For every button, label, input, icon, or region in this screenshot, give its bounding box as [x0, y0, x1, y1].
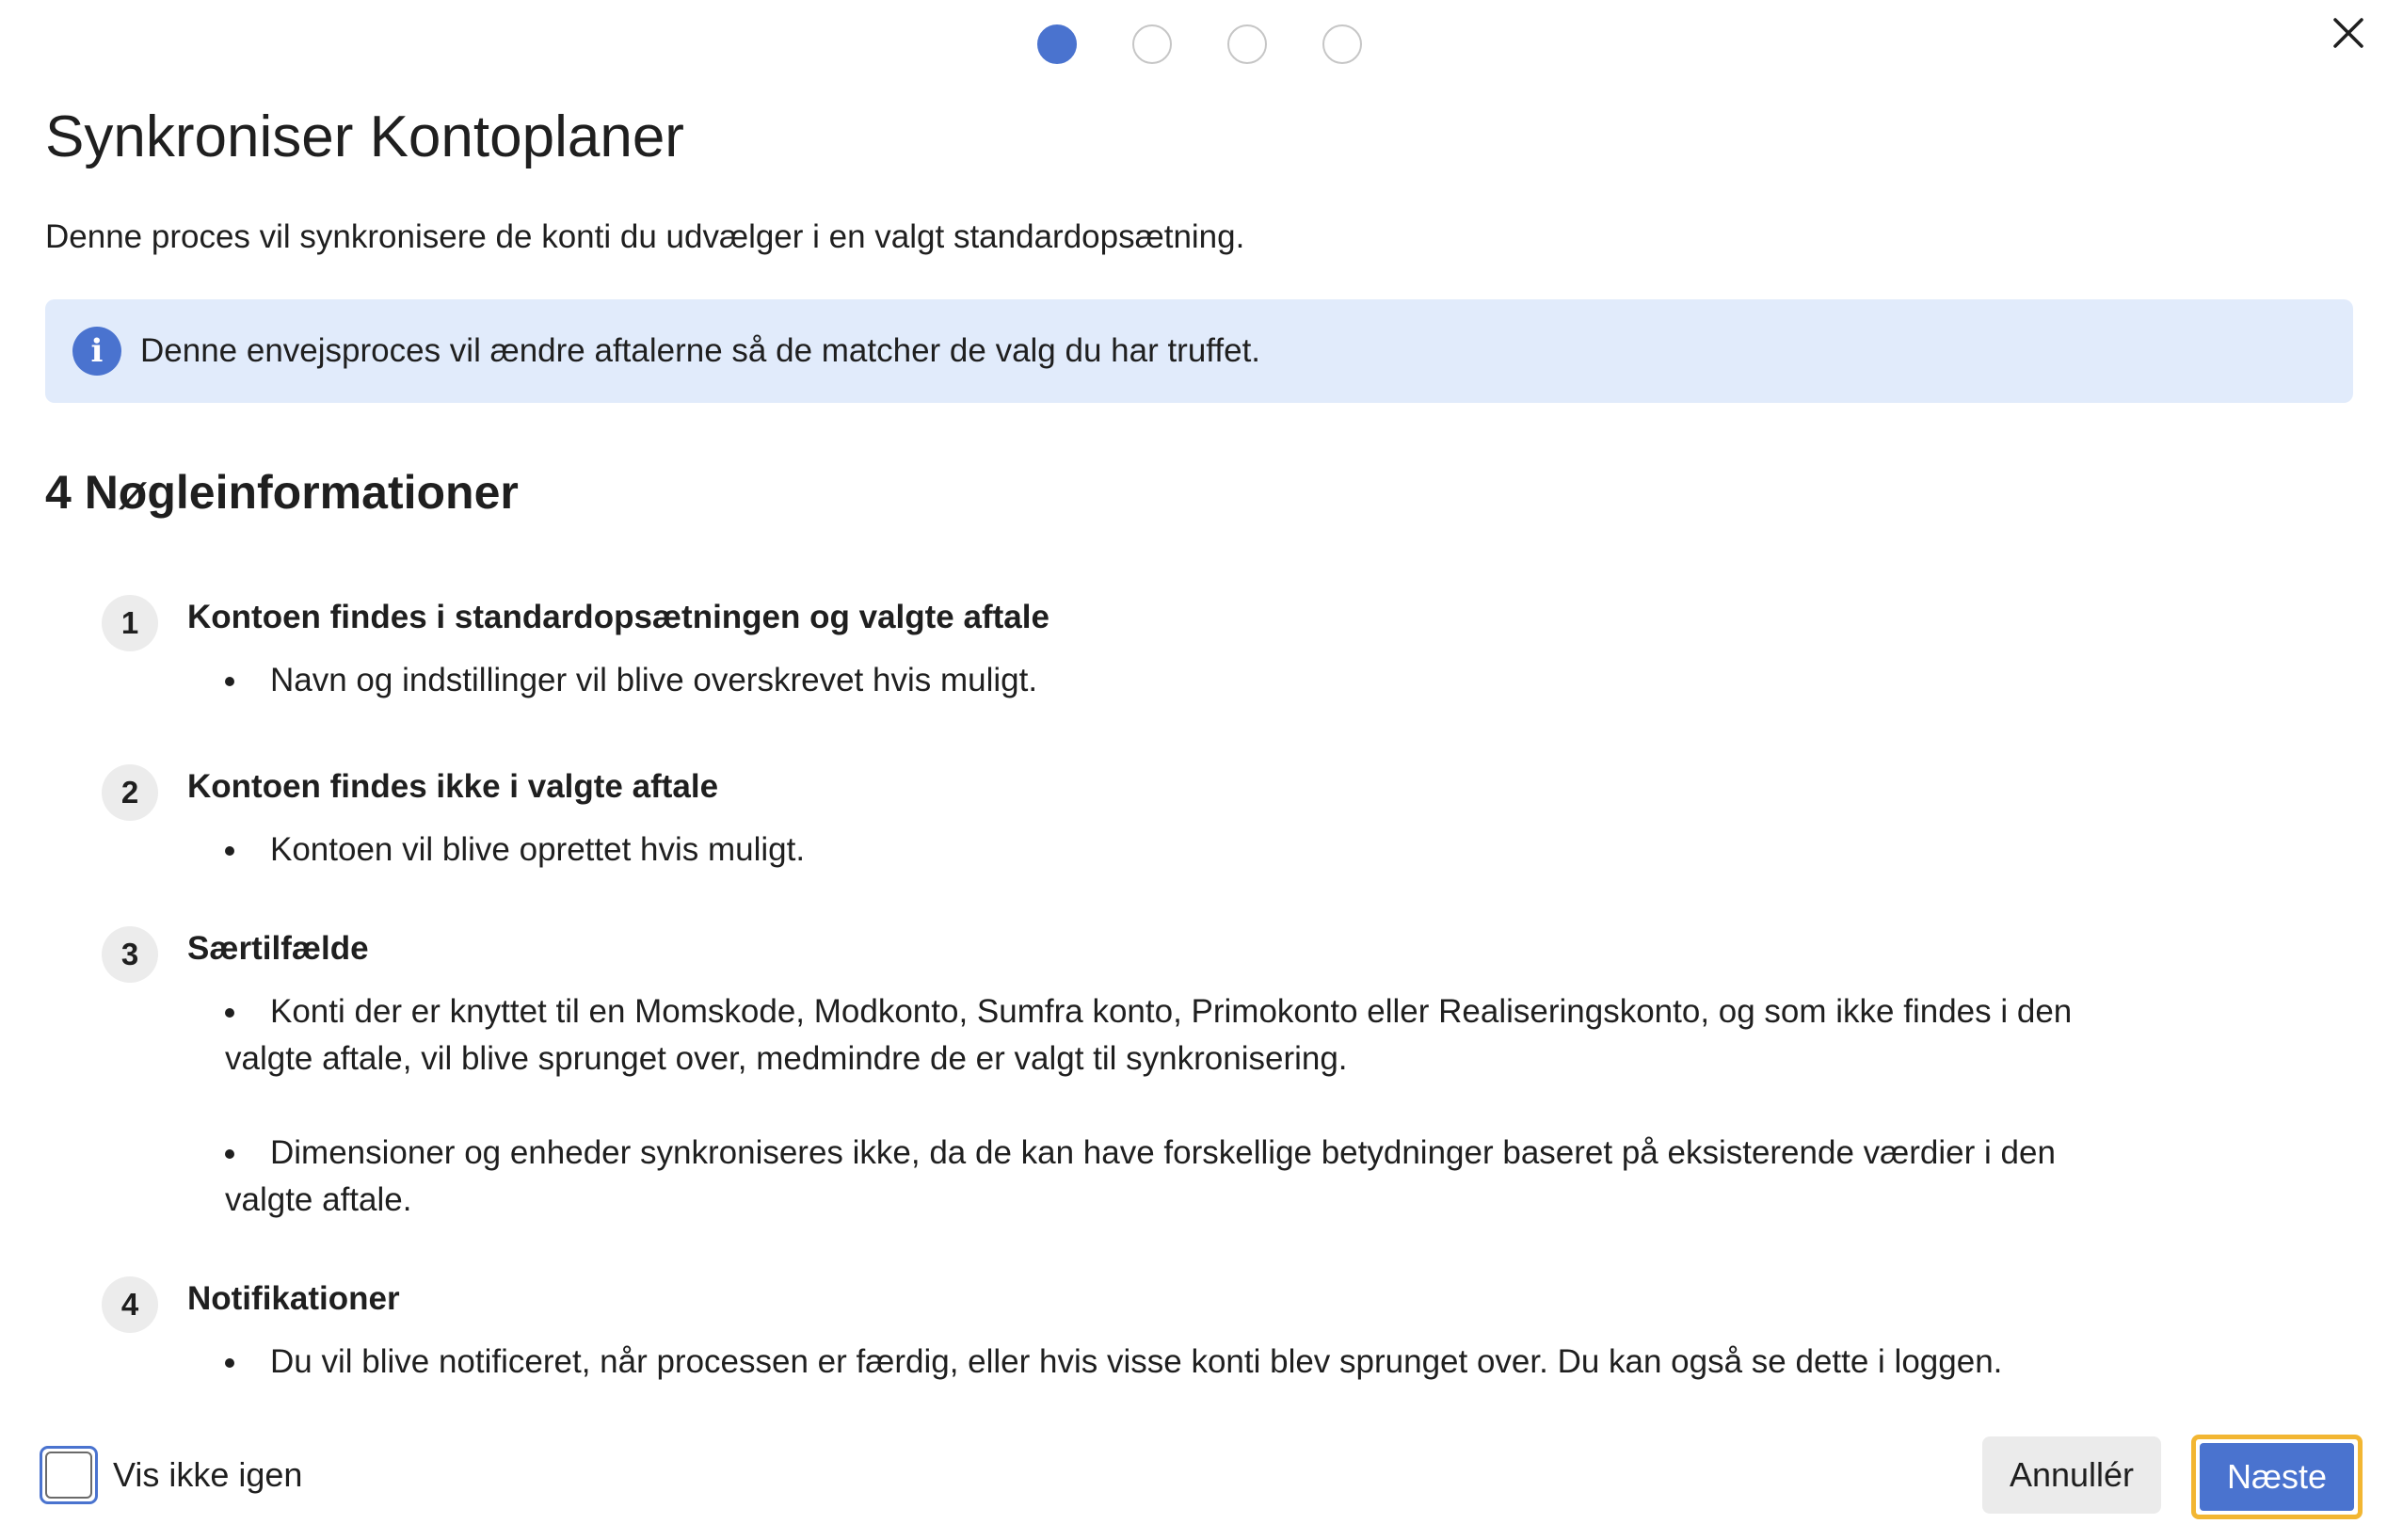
close-icon	[2331, 16, 2365, 50]
item-bullets	[225, 657, 2140, 704]
item-bullets	[225, 988, 2140, 1224]
list-item: Du vil blive notificeret, når processen er færdig, eller hvis visse konti blev sprunget over. Du kan også se dette i loggen.	[225, 1339, 2140, 1386]
step-indicator	[1037, 24, 1362, 64]
next-button-focus-ring	[2191, 1435, 2363, 1519]
item-title: Notifikationer	[187, 1280, 400, 1317]
cancel-button[interactable]: Annullér	[1982, 1436, 2161, 1514]
item-bullets	[225, 826, 2140, 874]
item-title: Kontoen findes i standardopsætningen og valgte aftale	[187, 599, 1049, 635]
step-dot-3	[1227, 24, 1267, 64]
list-item: Navn og indstillinger vil blive overskrevet hvis muligt.	[225, 657, 2140, 704]
step-dot-4	[1322, 24, 1362, 64]
item-number-badge: 3	[102, 926, 158, 983]
list-item: Kontoen vil blive oprettet hvis muligt.	[225, 826, 2140, 874]
section-heading: 4 Nøgleinformationer	[45, 466, 519, 519]
next-button[interactable]: Næste	[2200, 1443, 2354, 1511]
dont-show-again-checkbox[interactable]	[40, 1446, 302, 1504]
item-number-badge: 2	[102, 764, 158, 821]
item-title: Kontoen findes ikke i valgte aftale	[187, 768, 719, 805]
checkbox-inner	[45, 1452, 92, 1499]
step-dot-2	[1132, 24, 1172, 64]
item-number-badge: 4	[102, 1276, 158, 1333]
info-icon: i	[72, 327, 121, 376]
item-title: Særtilfælde	[187, 930, 369, 967]
checkbox-label: Vis ikke igen	[113, 1455, 303, 1494]
dialog-intro: Denne proces vil synkronisere de konti du udvælger i en valgt standardopsætning.	[45, 218, 1245, 255]
checkbox-box[interactable]	[40, 1446, 98, 1504]
item-bullets	[225, 1339, 2140, 1386]
info-banner	[45, 299, 2353, 403]
close-button[interactable]	[2323, 8, 2374, 58]
list-item: Konti der er knyttet til en Momskode, Modkonto, Sumfra konto, Primokonto eller Realiseringskonto, og som ikke findes i den valgte aftale, vil blive sprunget over, medmindre de er valgt til synkronisering.	[225, 988, 2140, 1083]
list-item: Dimensioner og enheder synkroniseres ikke, da de kan have forskellige betydninger baseret på eksisterende værdier i den valgte aftale.	[225, 1130, 2140, 1224]
item-number-badge: 1	[102, 595, 158, 651]
dialog-title: Synkroniser Kontoplaner	[45, 104, 684, 169]
step-dot-1	[1037, 24, 1077, 64]
info-banner-text: Denne envejsproces vil ændre aftalerne så de matcher de valg du har truffet.	[140, 332, 1261, 369]
